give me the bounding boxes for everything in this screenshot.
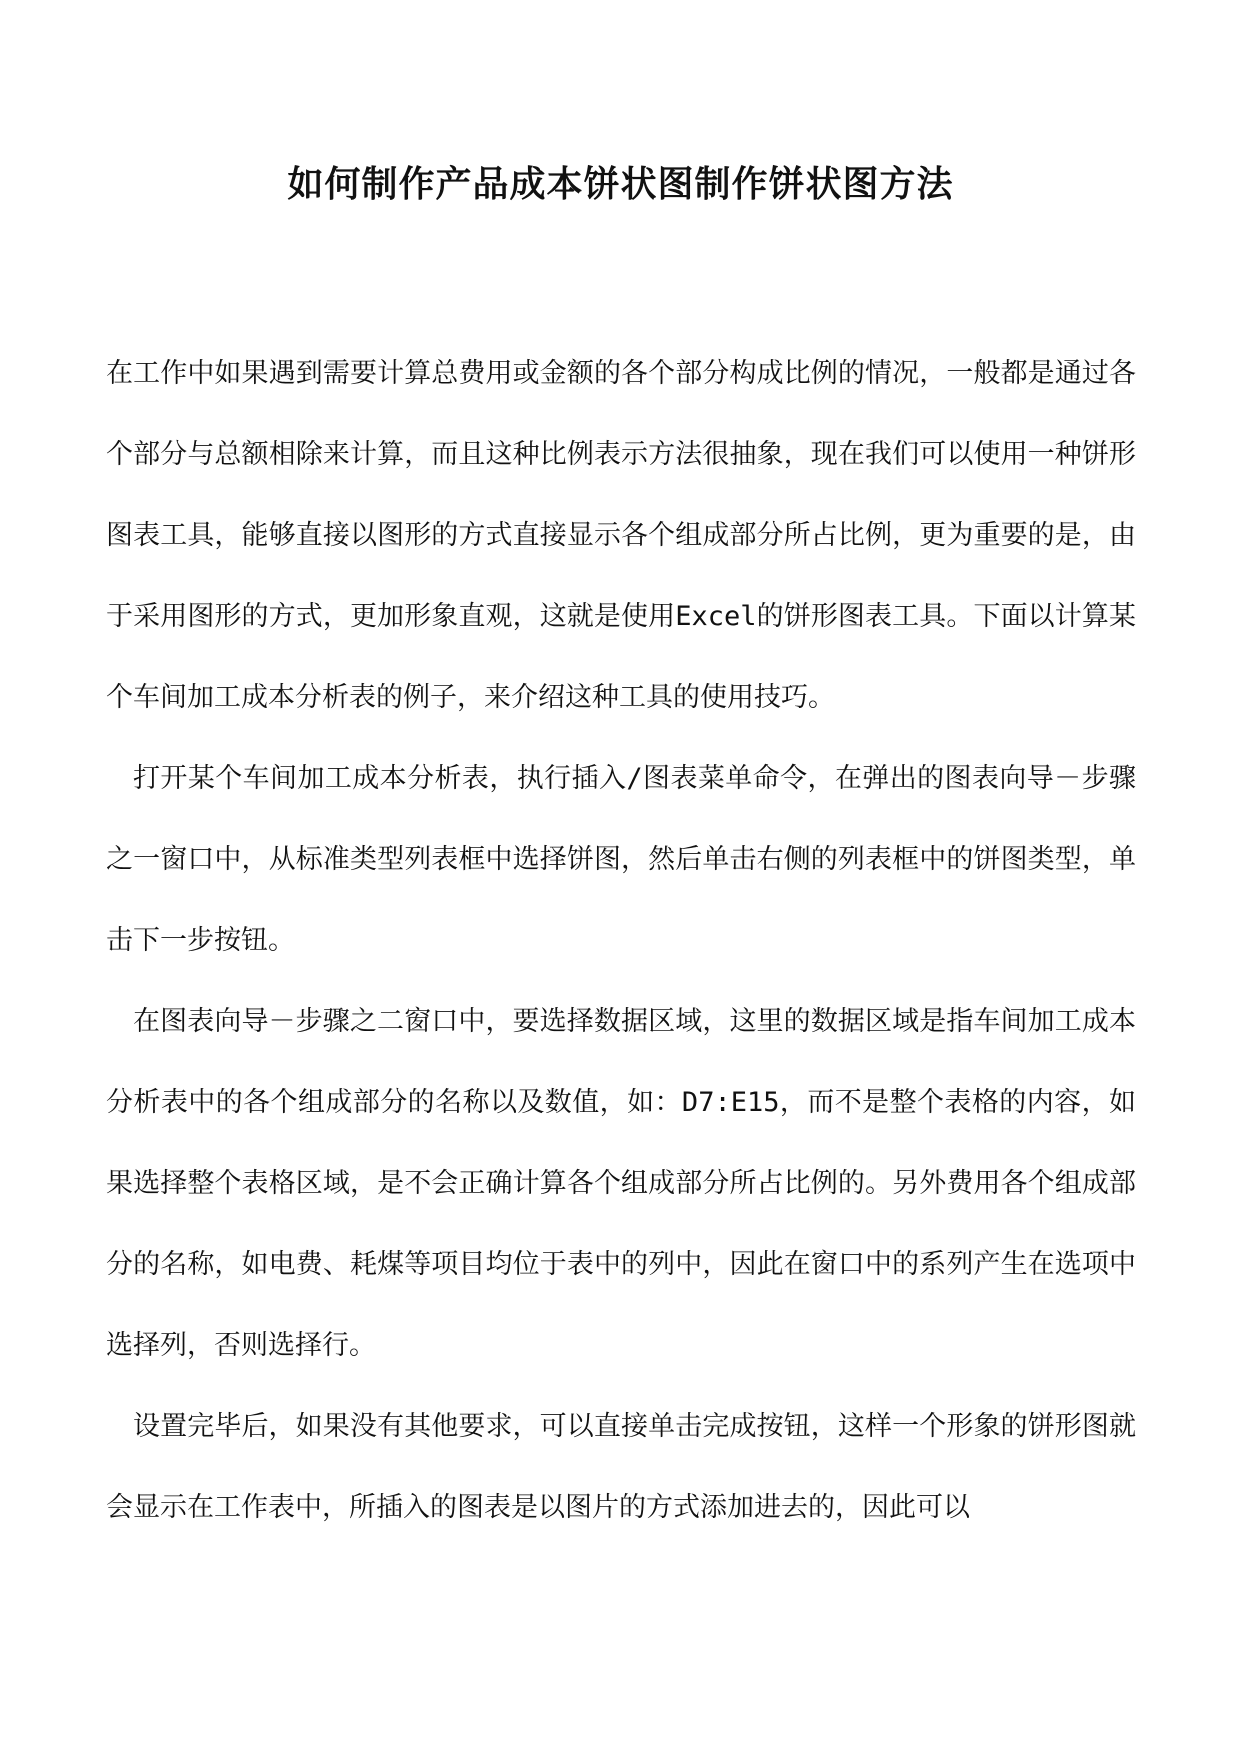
paragraph-intro: 在工作中如果遇到需要计算总费用或金额的各个部分构成比例的情况，一般都是通过各个部分与总额相除来计算，而且这种比例表示方法很抽象，现在我们可以使用一种饼形图表工具，能够直接以图形的方式直接显示各个组成部分所占比例，更为重要的是，由于采用图形的方式，更加形象直观，这就是使用Excel的饼形图表工具。下面以计算某个车间加工成本分析表的例子，来介绍这种工具的使用技巧。: [106, 358, 1136, 713]
paragraph-step-one: 打开某个车间加工成本分析表，执行插入/图表菜单命令，在弹出的图表向导－步骤之一窗口中，从标准类型列表框中选择饼图，然后单击右侧的列表框中的饼图类型，单击下一步按钮。: [106, 763, 1136, 956]
paragraph-finish: 设置完毕后，如果没有其他要求，可以直接单击完成按钮，这样一个形象的饼形图就会显示在工作表中，所插入的图表是以图片的方式添加进去的，因此可以: [106, 1411, 1136, 1523]
paragraph-step-two: 在图表向导－步骤之二窗口中，要选择数据区域，这里的数据区域是指车间加工成本分析表中的各个组成部分的名称以及数值，如：D7:E15，而不是整个表格的内容，如果选择整个表格区域，是不会正确计算各个组成部分所占比例的。另外费用各个组成部分的名称，如电费、耗煤等项目均位于表中的列中，因此在窗口中的系列产生在选项中选择列，否则选择行。: [106, 1006, 1136, 1361]
document-title: 如何制作产品成本饼状图制作饼状图方法: [287, 163, 954, 205]
document-body: [106, 333, 1136, 1548]
